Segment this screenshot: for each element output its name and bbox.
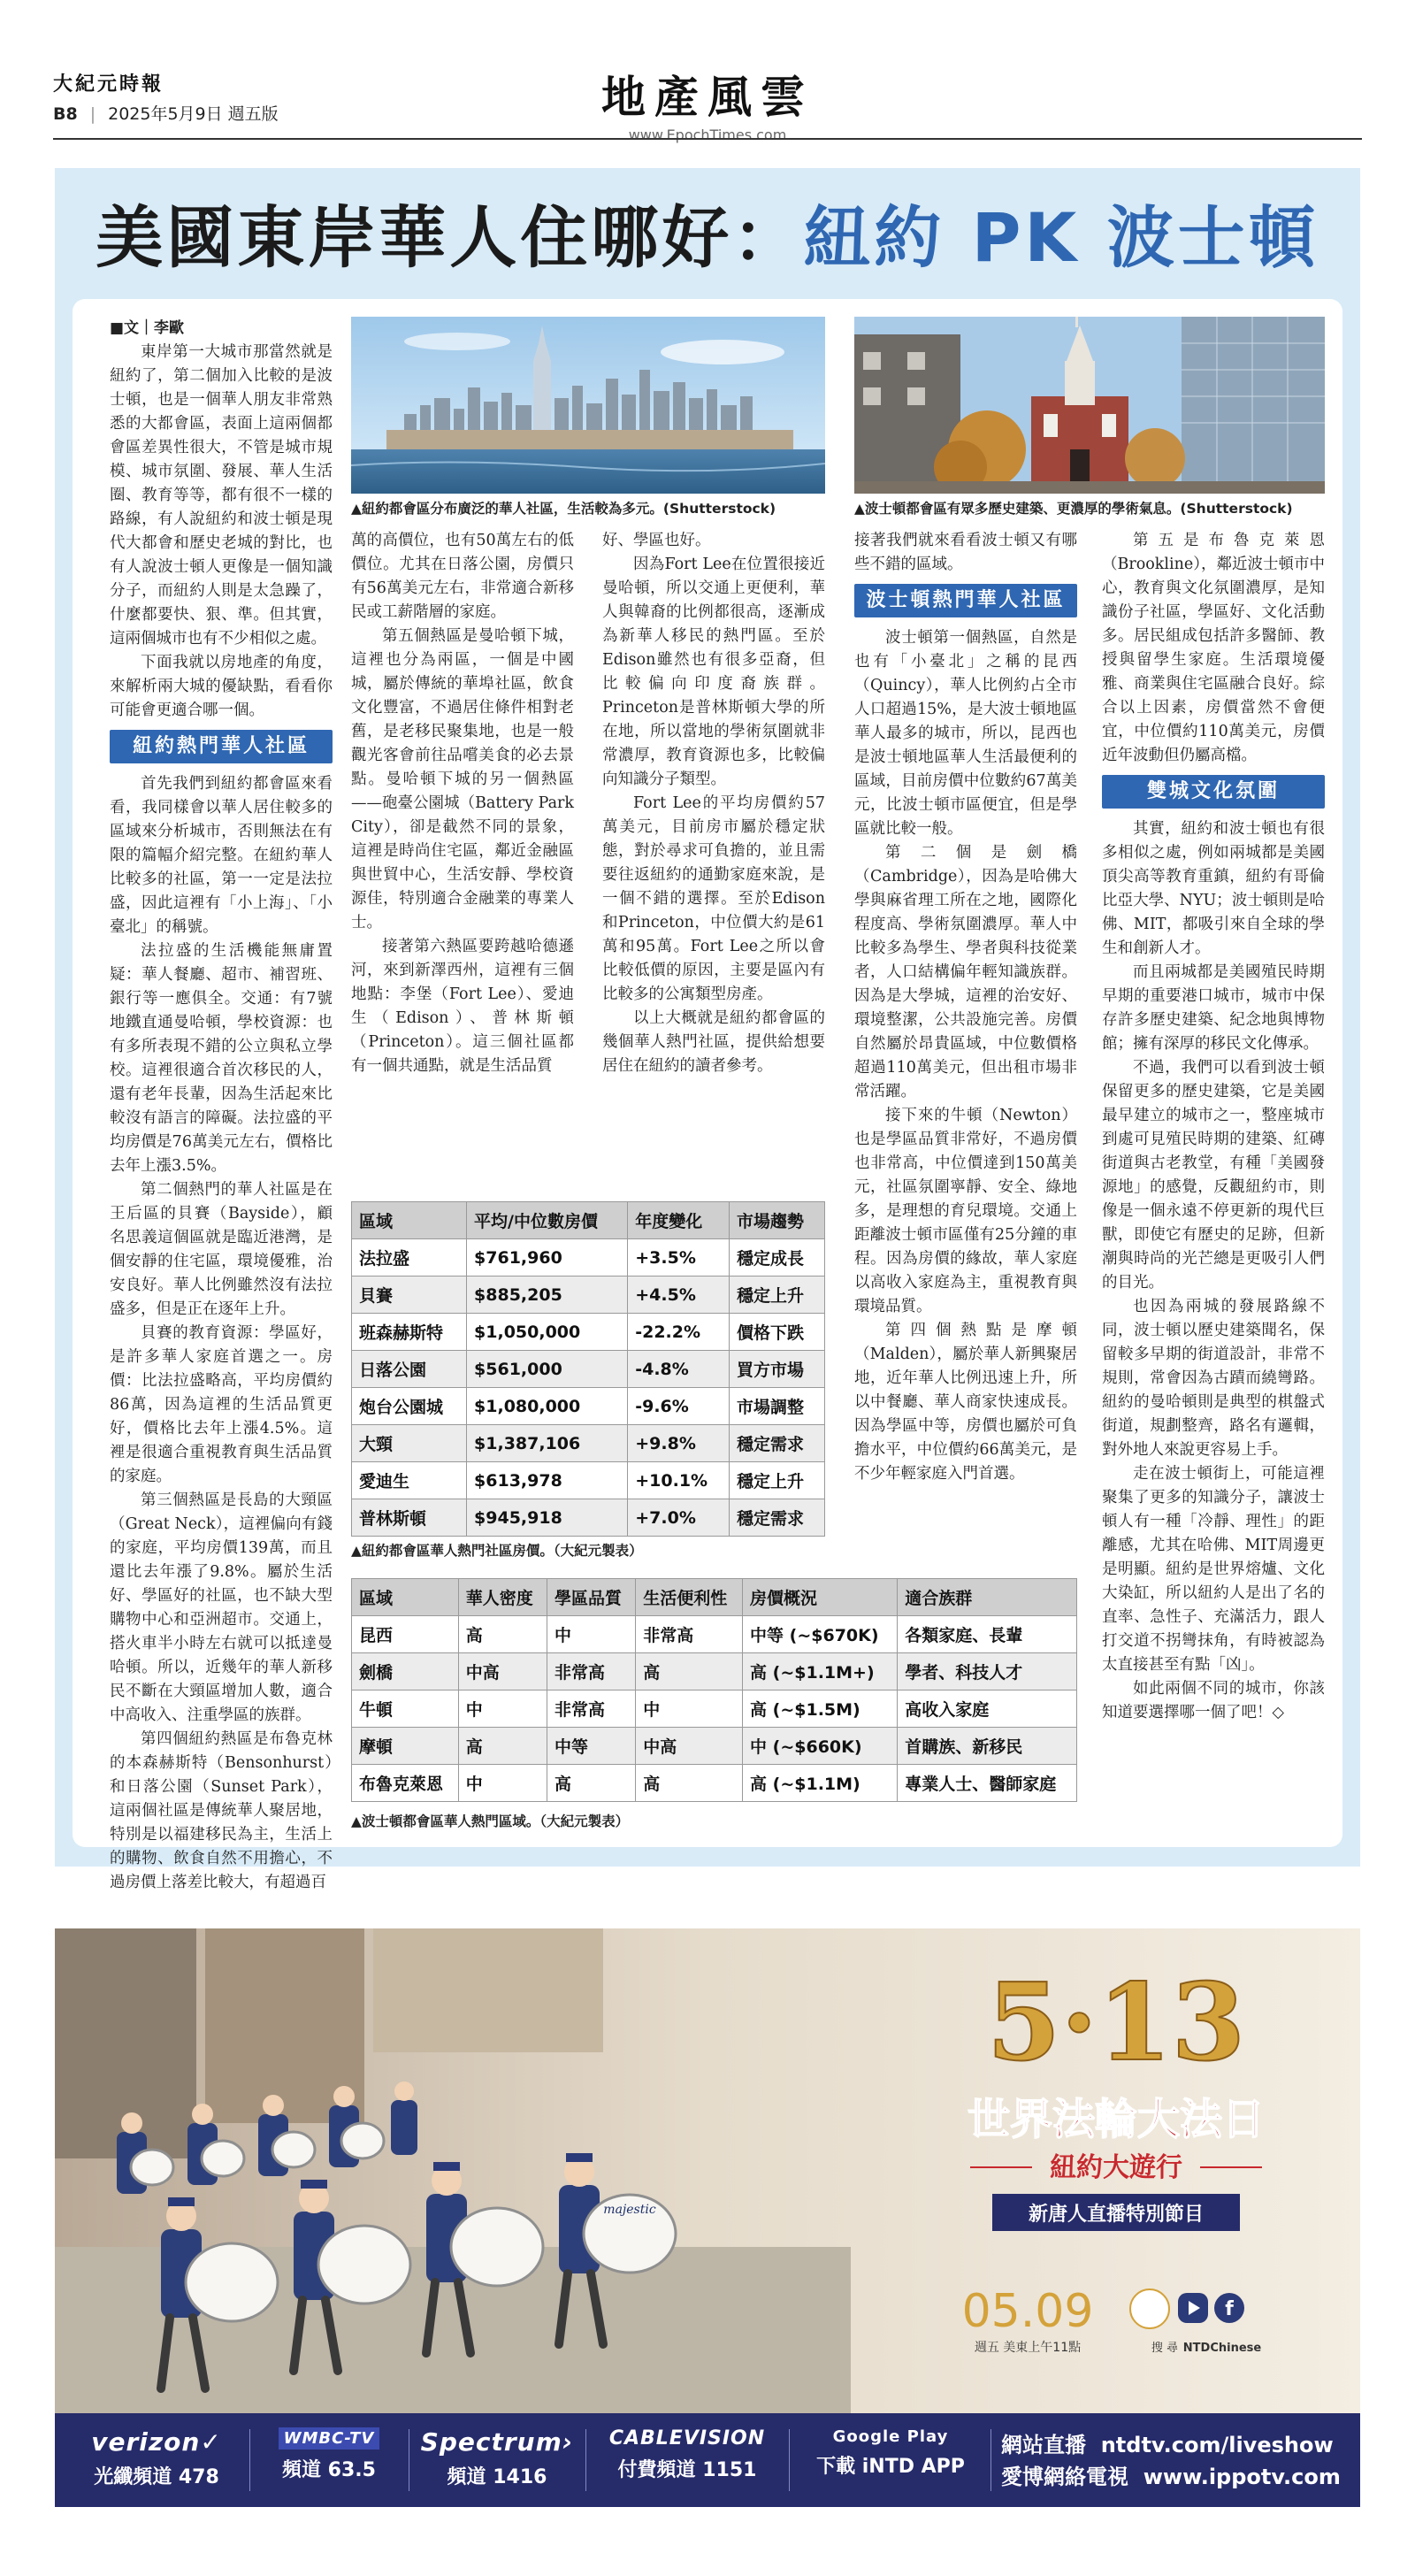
subhead-ny: 紐約熱門華人社區 [110,730,333,763]
table-cell: $561,000 [467,1351,628,1388]
table-cell: 中 [458,1690,547,1728]
table-cell: 貝賽 [352,1276,467,1314]
table-cell: $761,960 [467,1239,628,1276]
table-row [352,1690,1077,1728]
table-cell: $613,978 [467,1462,628,1499]
table-header: 市場趨勢 [729,1202,824,1239]
boston-old-church-image [854,317,1325,494]
table-header: 學區品質 [547,1579,636,1616]
table-cell: 穩定需求 [729,1425,824,1462]
table-cell: 非常高 [547,1690,636,1728]
table-cell: 昆西 [352,1616,459,1653]
table-cell: 中高 [636,1728,743,1765]
table-header: 適合族群 [898,1579,1077,1616]
table-cell: 中等 (~$670K) [743,1616,898,1653]
channel-number: 光纖頻道 478 [94,2466,219,2488]
table-cell: +4.5% [628,1276,730,1314]
table-cell: 高 [636,1653,743,1690]
table-cell: 中 [636,1690,743,1728]
ippo-label: 愛博網絡電視 [1001,2465,1128,2489]
table-cell: 中高 [458,1653,547,1690]
paragraph: 也因為兩城的發展路線不同，波士頓以歷史建築聞名，保留較多早期的街道設計，非常不規則，常會因為古蹟而繞彎路。紐約的曼哈頓則是典型的棋盤式街道，規劃整齊，路名有邏輯，對外地人來說更容易上手。 [1102,1298,1325,1459]
photo-boston [854,317,1325,494]
paragraph: 貝賽的教育資源：學區好，是許多華人家庭首選之一。房價：比法拉盛略高，平均房價約86萬，因為這裡的生活品質更好，價格比去年上漲4.5%。這裡是很適合重視教育與生活品質的家庭。 [110,1324,333,1485]
channel-name: verizon✓ [91,2427,222,2457]
table-row [352,1728,1077,1765]
paragraph: 不過，我們可以看到波士頓保留更多的歷史建築，它是美國最早建立的城市之一，整座城市到處可見殖民時期的建築、紅磚街道與古老教堂，有種「美國發源地」的感覺，反觀紐約市，則像是一個永遠不停更新的現代巨獸，即使它有歷史的足跡，但新潮與時尚的光芒總是更吸引人們的目光。 [1102,1059,1325,1292]
table-header: 區域 [352,1202,467,1239]
paragraph: 因為Fort Lee在位置很接近曼哈頓，所以交通上更便利，華人與韓裔的比例都很高，逐漸成為新華人移民的熱門區。至於Edison雖然也有很多亞裔，但比較偏向印度裔族群。Princeton是普林斯頓大學的所在地，所以當地的學術氛圍就非常濃厚，教育資源也多，比較偏向知識分子類型。 [602,556,825,788]
air-time: 週五 美東上午11點 [974,2341,1082,2355]
paragraph: 第三個熱區是長島的大頸區（Great Neck），這裡偏向有錢的家庭，平均房價139萬，而且還比去年漲了9.8%。屬於生活好、學區好的社區，也不缺大型購物中心和亞洲超市。交通上，搭火車半小時左右就可以抵達曼哈頓。所以，近幾年的華人新移民不斷在大頸區增加人數，適合中高收入、注重學區的族群。 [110,1491,333,1724]
paragraph: 第四個熱點是摩頓（Malden），屬於華人新興聚居地，近年華人比例迅速上升，所以中餐廳、華人商家快速成長。因為學區中等，房價也屬於可負擔水平，中位價約66萬美元，是不少年輕家庭入門首選。 [854,1322,1077,1483]
paragraph: 好、學區也好。 [602,532,711,549]
paragraph: 接下來的牛頓（Newton）也是學區品質非常好，不過房價也非常高，中位價達到150萬美元，社區氛圍寧靜、安全、綠地多，是理想的育兒環境。交通上距離波士頓市區僅有25分鐘的車程。因為房價的緣故，華人家庭以高收入家庭為主，重視教育與環境品質。 [854,1107,1077,1315]
table-cell: +7.0% [628,1499,730,1537]
table-cell: 班森赫斯特 [352,1314,467,1351]
table-cell: 大頸 [352,1425,467,1462]
table-row [352,1425,825,1462]
column-4 [854,529,1077,1486]
table-row [352,1388,825,1425]
paragraph: 第五是布魯克萊恩（Brookline），鄰近波士頓市中心，教育與文化氛圍濃厚，是知識份子社區，學區好、文化活動多。居民組成包括許多醫師、教授與留學生家庭。生活環境優雅、商業與住宅區融合良好。綜合以上因素，房價當然不會便宜，中位價約110萬美元，房價近年波動但仍屬高檔。 [1102,532,1325,764]
table-cell: 日落公園 [352,1351,467,1388]
table-row [352,1499,825,1537]
table-cell: 各類家庭、長輩 [898,1616,1077,1653]
channel-spectrum[interactable] [417,2427,577,2489]
ad-channel-bar [55,2413,1360,2507]
table-cell: 價格下跌 [729,1314,824,1351]
section-title: 地產風雲 [601,71,814,123]
issue-date: 2025年5月9日 週五版 [108,104,279,124]
article-panel [55,168,1360,1891]
caption-new-york: ▲紐約都會區分布廣泛的華人社區，生活較為多元。(Shutterstock) [351,501,776,517]
table-cell: 炮台公園城 [352,1388,467,1425]
column-2 [351,529,574,1078]
air-date: 05.09 [961,2285,1094,2338]
table-header: 年度變化 [628,1202,730,1239]
separator [990,2429,991,2491]
manhattan-skyline-image [351,317,825,494]
channel-wmbc[interactable] [258,2427,400,2482]
table-cell: 牛頓 [352,1690,459,1728]
table-cell: 學者、科技人才 [898,1653,1077,1690]
app-download[interactable] [798,2427,983,2479]
ntd-advertisement[interactable] [55,1928,1360,2507]
channel-number: 頻道 1416 [447,2466,547,2488]
event-title: 世界法輪大法日 [967,2095,1266,2144]
table-cell: 買方市場 [729,1351,824,1388]
paragraph: 第二個是劍橋（Cambridge），因為是哈佛大學與麻省理工所在之地，國際化程度高、學術氛圍濃厚。華人中比較多為學生、學者與科技從業者，人口結構偏年輕知識族群。因為是大學城，這裡的治安好、環境整潔，公共設施完善。房價自然屬於昂貴區域，中位數價格超過110萬美元，但出租市場非常活躍。 [854,844,1077,1100]
article-headline [55,184,1360,280]
paragraph: 第五個熱區是曼哈頓下城，這裡也分為兩區，一個是中國城，屬於傳統的華埠社區，飲食文化豐富，不過居住條件相對老舊，是老移民聚集地，也是一般觀光客會前往品嚐美食的必去景點。曼哈頓下城的另一個熱區——砲臺公園城（Battery Park City），卻是截然不同的景象，這裡是時尚住宅區，鄰近金融區與世貿中心，生活安靜、學校資源佳，特別適合金融業的專業人士。 [351,627,574,932]
table-cell: 中等 [547,1728,636,1765]
paragraph: Fort Lee的平均房價約57萬美元，目前房市屬於穩定狀態，對於尋求可負擔的，並且需要往返紐約的通勤家庭來說，是一個不錯的選擇。至於Edison和Princeton，中位價大約是61萬和95萬。Fort Lee之所以會比較低價的原因，主要是區內有比較多的公寓類型房產。 [602,794,825,1003]
paragraph: 東岸第一大城市那當然就是紐約了，第二個加入比較的是波士頓，也是一個華人朋友非常熟悉的大都會區，表面上這兩個都會區差異性很大，不管是城市規模、城市氛圍、發展、華人生活圈、教育等等，都有很不一樣的路線，有人說紐約和波士頓是現代大都會和歷史老城的對比，也有人說波士頓人更像是一個知識分子，而紐約人則是太急躁了，什麼都要快、狠、準。但其實，這兩個城市也有不少相似之處。 [110,343,333,648]
program-title: 新唐人直播特別節目 [1028,2204,1205,2226]
table-cell: 專業人士、醫師家庭 [898,1765,1077,1802]
table-row [352,1239,825,1276]
table-header-row [352,1579,1077,1616]
masthead-rule [53,138,1362,140]
table-cell: 穩定上升 [729,1276,824,1314]
table-cell: 首購族、新移民 [898,1728,1077,1765]
site-url: www.EpochTimes.com [628,126,787,143]
table-header: 房價概況 [743,1579,898,1616]
live-label: 網站直播 [1001,2433,1086,2457]
page-date-line: B8 | 2025年5月9日 週五版 [53,104,279,124]
channel-name: WMBC-TV [279,2427,380,2450]
subhead-two-cities: 雙城文化氛圍 [1102,775,1325,809]
table-row [352,1351,825,1388]
paragraph: 以上大概就是紐約都會區的幾個華人熱門社區，提供給想要居住在紐約的讀者參考。 [602,1009,825,1075]
app-download-label: 下載 iNTD APP [816,2456,965,2478]
paragraph: 如此兩個不同的城市，你該知道要選擇哪一個了吧！◇ [1102,1680,1325,1721]
separator [249,2429,250,2491]
table-cell: -22.2% [628,1314,730,1351]
table-header: 平均/中位數房價 [467,1202,628,1239]
paragraph: 法拉盛的生活機能無庸置疑：華人餐廳、超市、補習班、銀行等一應俱全。交通：有7號地鐵直通曼哈頓，學校資源：也有多所表現不錯的公立與私立學校。這裡很適合首次移民的人，還有老年長輩，因為生活起來比較沒有語言的障礙。法拉盛的平均房價是76萬美元左右，價格比去年上漲3.5%。 [110,942,333,1175]
table-cell: 高 [458,1728,547,1765]
search-label: 搜 尋 [1151,2342,1179,2355]
ippo-link-row[interactable] [1001,2461,1341,2493]
paragraph: 接著我們就來看看波士頓又有哪些不錯的區域。 [854,532,1077,573]
paragraph: 而且兩城都是美國殖民時期早期的重要港口城市，城市中保存許多歷史建築、紀念地與博物館；擁有深厚的移民文化傳承。 [1102,963,1325,1053]
table-boston-areas [351,1578,1077,1802]
facebook-glyph: f [1225,2298,1234,2320]
table-cell: 普林斯頓 [352,1499,467,1537]
caption-table-boston: ▲波士頓都會區華人熱門區域。（大紀元製表） [351,1813,630,1829]
paragraph: 其實，紐約和波士頓也有很多相似之處，例如兩城都是美國頂尖高等教育重鎮，紐約有哥倫比亞大學、NYU；波士頓則是哈佛、MIT，都吸引來自全球的學生和創新人才。 [1102,820,1325,957]
table-header: 區域 [352,1579,459,1616]
paragraph: 首先我們到紐約都會區來看看，我同樣會以華人居住較多的區域來分析城市，否則無法在有限的篇幅介紹完整。在紐約華人比較多的社區，第一一定是法拉盛，因此這裡有「小上海」、「小臺北」的稱號。 [110,775,333,936]
photo-new-york [351,317,825,494]
separator [585,2429,586,2491]
page-number: B8 [53,104,78,124]
table-cell: 市場調整 [729,1388,824,1425]
paragraph: 接著第六熱區要跨越哈德遜河，來到新澤西州，這裡有三個地點：李堡（Fort Lee）、愛迪生（Edison）、普林斯頓（Princeton）。這三個社區都有一個共通點，就是生活品質 [351,938,574,1075]
column-1 [110,317,333,1895]
table-cell: 非常高 [636,1616,743,1653]
big-date: 5·13 [986,1960,1246,2085]
paragraph: 走在波士頓街上，可能這裡聚集了更多的知識分子，讓波士頓人有一種「冷靜、理性」的距離感，尤其在哈佛、MIT周邊更是明顯。紐約是世界熔爐、文化大染缸，所以紐約人是出了名的直率、急性子、充滿活力，跟人打交道不拐彎抹角，有時被認為太直接甚至有點「凶」。 [1102,1465,1325,1674]
table-cell: 穩定成長 [729,1239,824,1276]
caption-boston: ▲波士頓都會區有眾多歷史建築、更濃厚的學術氣息。(Shutterstock) [854,501,1293,517]
table-cell: 高 [547,1765,636,1802]
channel-number: 頻道 63.5 [282,2459,376,2481]
headline-blue: 紐約 PK 波士頓 [803,198,1319,277]
paragraph: 萬的高價位，也有50萬左右的低價位。尤其在日落公園，房價只有56萬美元左右，非常適合新移民或工薪階層的家庭。 [351,532,574,621]
headline-black: 美國東岸華人住哪好： [96,198,804,277]
table-cell: 穩定需求 [729,1499,824,1537]
table-cell: 劍橋 [352,1653,459,1690]
table-cell: $945,918 [467,1499,628,1537]
paragraph: 第四個紐約熱區是布魯克林的本森赫斯特（Bensonhurst）和日落公園（Sunset Park），這兩個社區是傳統華人聚居地，特別是以福建移民為主，生活上的購物、飲食自然不用擔心，不過房價上落差比較大，有超過百 [110,1730,333,1891]
table-row [352,1653,1077,1690]
newspaper-logo: 大紀元時報 [53,73,164,96]
table-row [352,1276,825,1314]
table-cell: $1,080,000 [467,1388,628,1425]
table-cell: 高 [636,1765,743,1802]
table-cell: 中 [458,1765,547,1802]
social-handle: NTDChinese [1182,2342,1262,2355]
drum-label: majestic [603,2203,656,2217]
channel-number: 付費頻道 1151 [617,2459,757,2481]
app-store-name: Google Play [832,2427,949,2446]
table-row [352,1616,1077,1653]
table-cell: 高 [458,1616,547,1653]
channel-verizon[interactable] [73,2427,241,2489]
table-row [352,1462,825,1499]
table-row [352,1765,1077,1802]
table-header: 華人密度 [458,1579,547,1616]
table-cell: 中 [547,1616,636,1653]
table-cell: 中 (~$660K) [743,1728,898,1765]
table-cell: 高 (~$1.1M+) [743,1653,898,1690]
live-url[interactable]: ntdtv.com/liveshow [1100,2433,1334,2457]
table-ny-prices [351,1201,825,1537]
ippo-url[interactable]: www.ippotv.com [1143,2465,1341,2489]
table-cell: 穩定上升 [729,1462,824,1499]
table-cell: +3.5% [628,1239,730,1276]
channel-name: CABLEVISION [608,2427,766,2450]
table-cell: 摩頓 [352,1728,459,1765]
table-cell: $1,050,000 [467,1314,628,1351]
paragraph: 下面我就以房地產的角度，來解析兩大城的優缺點，看看你可能會更適合哪一個。 [110,654,333,719]
caption-table-ny: ▲紐約都會區華人熱門社區房價。（大紀元製表） [351,1543,643,1559]
table-cell: 法拉盛 [352,1239,467,1276]
table-cell: -9.6% [628,1388,730,1425]
table-row [352,1314,825,1351]
channel-cablevision[interactable] [594,2427,780,2482]
table-cell: 非常高 [547,1653,636,1690]
table-header-row [352,1202,825,1239]
article-body [73,299,1342,1891]
parade-title: 紐約大遊行 [1050,2152,1182,2183]
table-cell: +10.1% [628,1462,730,1499]
ad-web-links [1001,2429,1341,2493]
separator [789,2429,790,2491]
paragraph: 波士頓第一個熱區，自然是也有「小臺北」之稱的昆西（Quincy），華人比例約占全市人口超過15%，是大波士頓地區華人最多的城市，所以，昆西也是波士頓地區華人生活最便利的區域，目前房價中位數約67萬美元，比波士頓市區便宜，但是學區就比較一般。 [854,629,1077,838]
live-link-row[interactable] [1001,2429,1341,2461]
table-cell: 愛迪生 [352,1462,467,1499]
table-cell: 高收入家庭 [898,1690,1077,1728]
table-cell: 布魯克萊恩 [352,1765,459,1802]
column-5 [1102,529,1325,1725]
subhead-boston: 波士頓熱門華人社區 [854,584,1077,617]
table-header: 生活便利性 [636,1579,743,1616]
byline: ■文｜李歐 [110,319,185,337]
channel-name: Spectrum› [420,2427,574,2457]
table-cell: +9.8% [628,1425,730,1462]
table-cell: -4.8% [628,1351,730,1388]
masthead [53,62,1362,146]
table-cell: 高 (~$1.1M) [743,1765,898,1802]
column-3 [602,529,825,1078]
ntd-globe-icon [1130,2289,1169,2328]
table-cell: 高 (~$1.5M) [743,1690,898,1728]
table-cell: $885,205 [467,1276,628,1314]
table-cell: $1,387,106 [467,1425,628,1462]
marching-band-image [55,1928,1360,2413]
paragraph: 第二個熱門的華人社區是在王后區的貝賽（Bayside），顧名思義這個區就是臨近港灣，是個安靜的住宅區，環境優雅，治安良好。華人比例雖然沒有法拉盛多，但是正在逐年上升。 [110,1181,333,1318]
